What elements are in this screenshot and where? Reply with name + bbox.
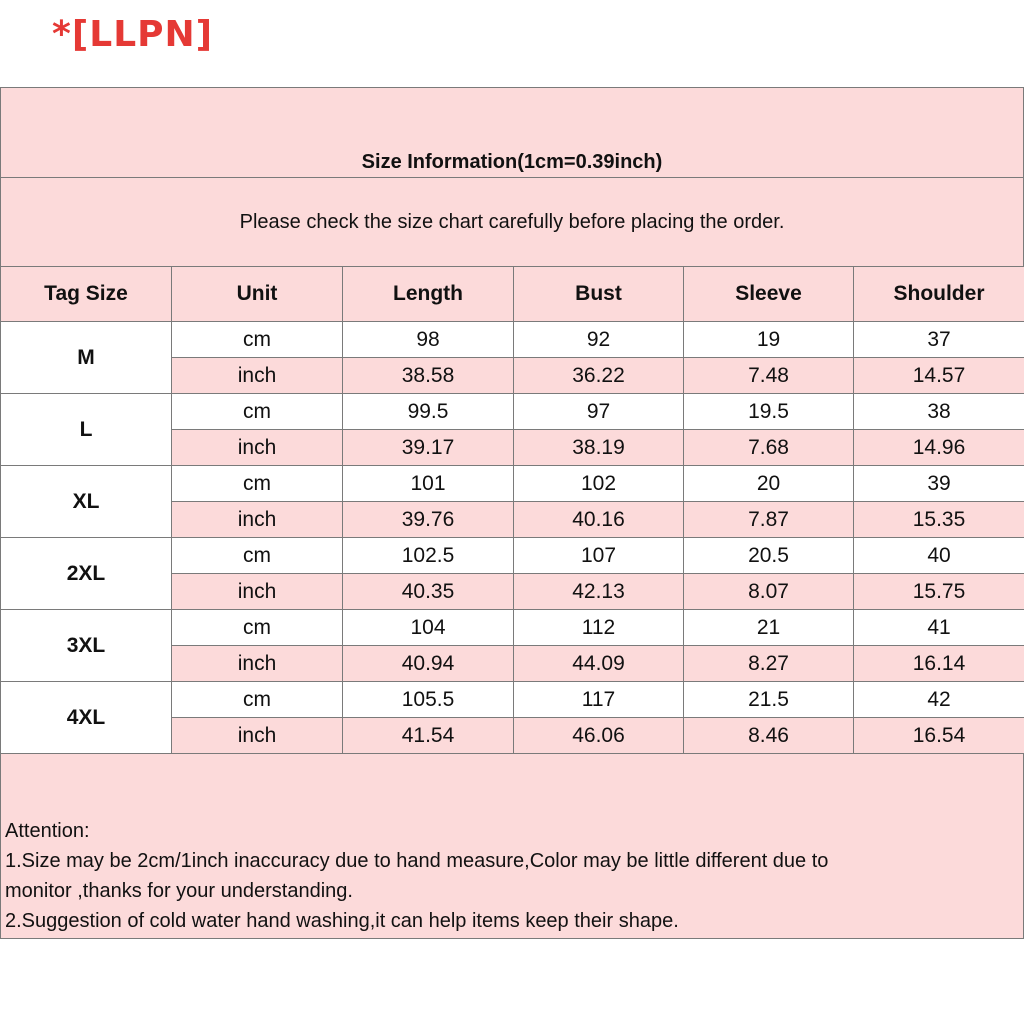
sleeve-cell: 20: [684, 466, 854, 502]
size-table: [0, 266, 1024, 754]
sleeve-cell: 8.27: [684, 646, 854, 682]
table-row: [1, 322, 1024, 358]
unit-cell: inch: [172, 574, 343, 610]
sleeve-cell: 21.5: [684, 682, 854, 718]
notes-line-1: 1.Size may be 2cm/1inch inaccuracy due to hand measure,Color may be little different due to: [5, 850, 829, 872]
bust-cell: 97: [514, 394, 684, 430]
notes-line-2: monitor ,thanks for your understanding.: [5, 880, 353, 902]
shoulder-cell: 14.96: [854, 430, 1024, 466]
shoulder-cell: 42: [854, 682, 1024, 718]
table-row: [1, 394, 1024, 430]
length-cell: 41.54: [343, 718, 514, 754]
tag-size-cell: 2XL: [1, 538, 172, 610]
header-bust: Bust: [514, 267, 684, 322]
chart-subtitle: Please check the size chart carefully before placing the order.: [239, 210, 785, 233]
bust-cell: 44.09: [514, 646, 684, 682]
length-cell: 40.35: [343, 574, 514, 610]
length-cell: 38.58: [343, 358, 514, 394]
table-header-row: [1, 267, 1024, 322]
sleeve-cell: 20.5: [684, 538, 854, 574]
bust-cell: 102: [514, 466, 684, 502]
bust-cell: 112: [514, 610, 684, 646]
header-sleeve: Sleeve: [684, 267, 854, 322]
header-shoulder: Shoulder: [854, 267, 1024, 322]
length-cell: 105.5: [343, 682, 514, 718]
sleeve-cell: 8.07: [684, 574, 854, 610]
header-length: Length: [343, 267, 514, 322]
length-cell: 99.5: [343, 394, 514, 430]
unit-cell: cm: [172, 538, 343, 574]
shoulder-cell: 15.75: [854, 574, 1024, 610]
tag-size-cell: M: [1, 322, 172, 394]
sleeve-cell: 7.87: [684, 502, 854, 538]
brand-logo-text: *[LLPN]: [52, 14, 214, 55]
tag-size-cell: 3XL: [1, 610, 172, 682]
length-cell: 98: [343, 322, 514, 358]
shoulder-cell: 39: [854, 466, 1024, 502]
chart-title: Size Information(1cm=0.39inch): [361, 151, 663, 173]
tag-size-cell: 4XL: [1, 682, 172, 754]
tag-size-cell: L: [1, 394, 172, 466]
shoulder-cell: 16.14: [854, 646, 1024, 682]
bust-cell: 107: [514, 538, 684, 574]
attention-notes: [0, 810, 1024, 939]
length-cell: 40.94: [343, 646, 514, 682]
unit-cell: inch: [172, 646, 343, 682]
chart-subtitle-row: [0, 177, 1024, 266]
bust-cell: 117: [514, 682, 684, 718]
notes-line-3: 2.Suggestion of cold water hand washing,it can help items keep their shape.: [5, 910, 679, 932]
bust-cell: 38.19: [514, 430, 684, 466]
table-row: [1, 466, 1024, 502]
notes-heading: Attention:: [5, 820, 90, 842]
shoulder-cell: 41: [854, 610, 1024, 646]
bust-cell: 36.22: [514, 358, 684, 394]
unit-cell: inch: [172, 718, 343, 754]
unit-cell: cm: [172, 322, 343, 358]
shoulder-cell: 40: [854, 538, 1024, 574]
table-row: [1, 538, 1024, 574]
shoulder-cell: 38: [854, 394, 1024, 430]
unit-cell: cm: [172, 466, 343, 502]
unit-cell: cm: [172, 610, 343, 646]
unit-cell: inch: [172, 502, 343, 538]
chart-title-row: [0, 87, 1024, 177]
bust-cell: 42.13: [514, 574, 684, 610]
sleeve-cell: 7.48: [684, 358, 854, 394]
size-chart: [0, 87, 1024, 939]
unit-cell: cm: [172, 394, 343, 430]
unit-cell: inch: [172, 430, 343, 466]
tag-size-cell: XL: [1, 466, 172, 538]
sleeve-cell: 7.68: [684, 430, 854, 466]
sleeve-cell: 19.5: [684, 394, 854, 430]
table-row: [1, 610, 1024, 646]
shoulder-cell: 37: [854, 322, 1024, 358]
bust-cell: 40.16: [514, 502, 684, 538]
unit-cell: inch: [172, 358, 343, 394]
length-cell: 101: [343, 466, 514, 502]
length-cell: 39.76: [343, 502, 514, 538]
size-table-body: [1, 322, 1024, 754]
header-tag-size: Tag Size: [1, 267, 172, 322]
header-unit: Unit: [172, 267, 343, 322]
shoulder-cell: 15.35: [854, 502, 1024, 538]
sleeve-cell: 21: [684, 610, 854, 646]
shoulder-cell: 16.54: [854, 718, 1024, 754]
bust-cell: 92: [514, 322, 684, 358]
length-cell: 102.5: [343, 538, 514, 574]
unit-cell: cm: [172, 682, 343, 718]
notes-spacer: [0, 754, 1024, 810]
shoulder-cell: 14.57: [854, 358, 1024, 394]
table-row: [1, 682, 1024, 718]
length-cell: 39.17: [343, 430, 514, 466]
bust-cell: 46.06: [514, 718, 684, 754]
length-cell: 104: [343, 610, 514, 646]
sleeve-cell: 8.46: [684, 718, 854, 754]
sleeve-cell: 19: [684, 322, 854, 358]
